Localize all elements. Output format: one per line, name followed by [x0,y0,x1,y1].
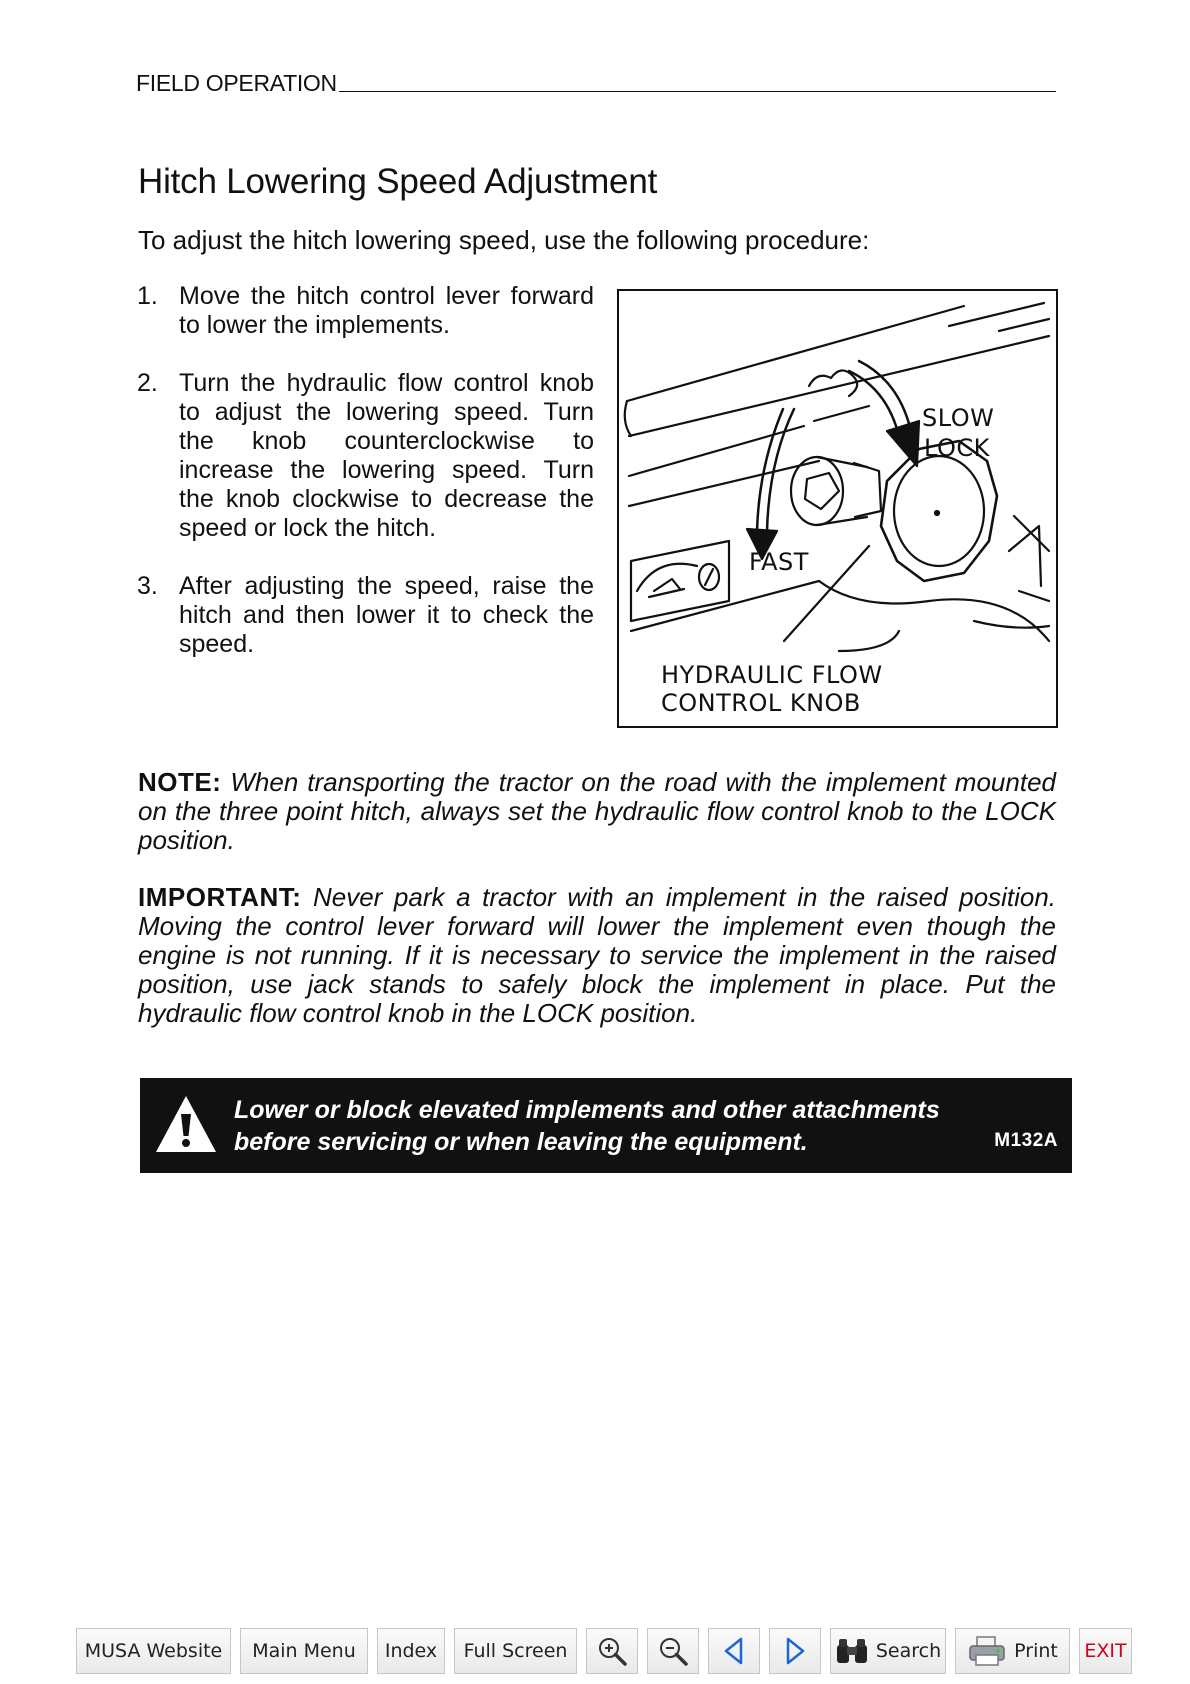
warning-code: M132A [994,1130,1058,1151]
step-number: 1. [137,282,158,310]
note-text: When transporting the tractor on the road with the implement mounted on the three point hitch, always set the hydraulic flow control knob to the LOCK position. [138,767,1056,855]
step-text: Turn the hydraulic flow control knob to adjust the lowering speed. Turn the knob counterclockwise to increase the lowering speed. Turn the knob clockwise to decrease the speed or lock the hitch. [179,369,594,542]
zoom-out-icon [657,1635,689,1667]
note-paragraph [138,768,1056,855]
knob-label-line1: HYDRAULIC FLOW [661,661,883,689]
full-screen-button[interactable] [454,1628,577,1674]
zoom-in-button[interactable] [586,1628,638,1674]
warning-text: Lower or block elevated implements and other attachments before servicing or when leaving the equipment. [234,1096,940,1156]
arrow-left-icon [720,1635,748,1667]
page-header [136,70,1056,97]
important-paragraph [138,883,1056,1028]
exit-label: EXIT [1084,1640,1127,1662]
step-number: 2. [137,369,158,397]
arrow-right-icon [781,1635,809,1667]
note-label: NOTE: [138,767,222,797]
lock-label: LOCK [924,434,990,462]
main-menu-button[interactable] [240,1628,368,1674]
musa-website-label: MUSA Website [84,1640,223,1662]
zoom-in-icon [596,1635,628,1667]
bottom-toolbar [76,1628,1132,1674]
print-label: Print [1014,1640,1058,1662]
zoom-out-button[interactable] [647,1628,699,1674]
step-2 [137,369,594,543]
print-button[interactable] [955,1628,1070,1674]
slow-label: SLOW [922,404,995,432]
header-rule [339,91,1056,92]
search-button[interactable] [830,1628,946,1674]
section-title: FIELD OPERATION [136,70,337,96]
binoculars-icon [835,1637,869,1665]
warning-triangle-icon [154,1092,218,1156]
fast-label: FAST [749,548,809,576]
full-screen-label: Full Screen [463,1640,568,1662]
important-label: IMPORTANT: [138,882,302,912]
previous-page-button[interactable] [708,1628,760,1674]
knob-label-line2: CONTROL KNOB [661,689,861,717]
knob-illustration [617,289,1058,728]
next-page-button[interactable] [769,1628,821,1674]
main-menu-label: Main Menu [252,1640,356,1662]
step-3 [137,572,594,659]
index-button[interactable] [377,1628,445,1674]
step-number: 3. [137,572,158,600]
exit-button[interactable] [1079,1628,1132,1674]
important-text: Never park a tractor with an implement in the raised position. Moving the control lever forward will lower the implement even though the engine is not running. If it is necessary to service the implement in the raised position, use jack stands to safely block the implement in place. Put the hydraulic flow control knob in the LOCK position. [138,882,1056,1028]
index-label: Index [384,1640,438,1662]
printer-icon [967,1635,1007,1667]
step-text: After adjusting the speed, raise the hitch and then lower it to check the speed. [179,572,594,658]
procedure-steps [137,282,594,688]
search-label: Search [875,1640,942,1662]
step-1 [137,282,594,340]
page-title: Hitch Lowering Speed Adjustment [138,162,658,201]
warning-banner [140,1078,1072,1173]
intro-text: To adjust the hitch lowering speed, use the following procedure: [138,225,870,255]
step-text: Move the hitch control lever forward to lower the implements. [179,282,594,339]
musa-website-button[interactable] [76,1628,231,1674]
